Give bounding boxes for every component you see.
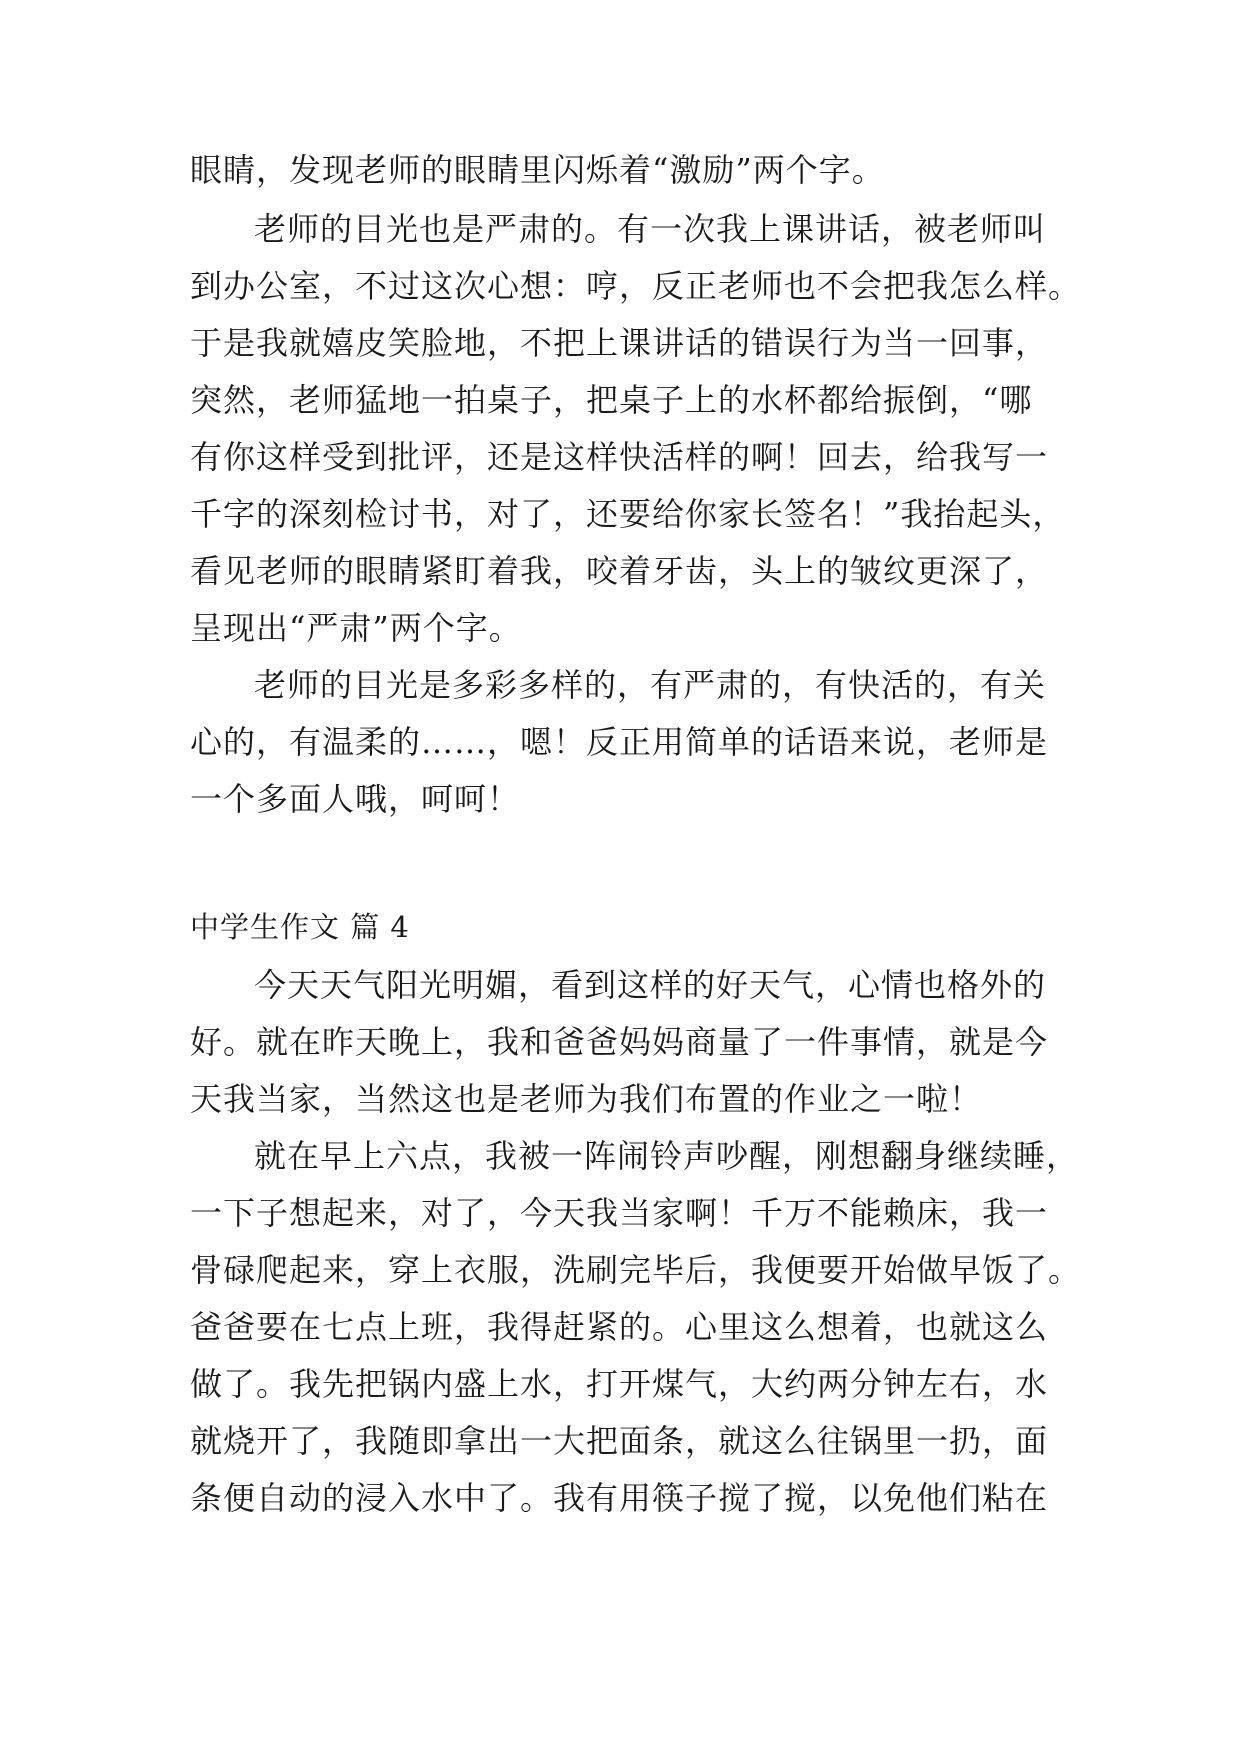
paragraph-first-line: 今天天气阳光明媚，看到这样的好天气，心情也格外的 bbox=[254, 966, 1047, 1004]
text-line: 呈现出“严肃”两个字。 bbox=[190, 609, 522, 647]
text-line: 于是我就嬉皮笑脸地，不把上课讲话的错误行为当一回事， bbox=[190, 324, 1049, 362]
text-line: 心的，有温柔的……，嗯！反正用简单的话语来说，老师是 bbox=[190, 723, 1049, 761]
text-line: 突然，老师猛地一拍桌子，把桌子上的水杯都给振倒，“哪 bbox=[190, 381, 1033, 419]
section-heading: 中学生作文 篇 4 bbox=[190, 910, 410, 944]
text-line: 条便自动的浸入水中了。我有用筷子搅了搅，以免他们粘在 bbox=[190, 1479, 1049, 1517]
text-line: 爸爸要在七点上班，我得赶紧的。心里这么想着，也就这么 bbox=[190, 1308, 1049, 1346]
text-line: 一个多面人哦，呵呵！ bbox=[190, 780, 521, 818]
text-line: 天我当家，当然这也是老师为我们布置的作业之一啦！ bbox=[190, 1080, 983, 1118]
paragraph-first-line: 老师的目光是多彩多样的，有严肃的，有快活的，有关 bbox=[254, 666, 1047, 704]
text-line: 好。就在昨天晚上，我和爸爸妈妈商量了一件事情，就是今 bbox=[190, 1023, 1049, 1061]
text-line: 骨碌爬起来，穿上衣服，洗刷完毕后，我便要开始做早饭了。 bbox=[190, 1251, 1082, 1289]
paragraph-first-line: 就在早上六点，我被一阵闹铃声吵醒，刚想翻身继续睡， bbox=[254, 1137, 1080, 1175]
text-line: 看见老师的眼睛紧盯着我，咬着牙齿，头上的皱纹更深了， bbox=[190, 552, 1049, 590]
text-line: 做了。我先把锅内盛上水，打开煤气，大约两分钟左右，水 bbox=[190, 1365, 1049, 1403]
text-line: 眼睛，发现老师的眼睛里闪烁着“激励”两个字。 bbox=[190, 151, 885, 189]
text-line: 一下子想起来，对了，今天我当家啊！千万不能赖床，我一 bbox=[190, 1194, 1049, 1232]
text-line: 有你这样受到批评，还是这样快活样的啊！回去，给我写一 bbox=[190, 438, 1049, 476]
text-line: 就烧开了，我随即拿出一大把面条，就这么往锅里一扔，面 bbox=[190, 1422, 1049, 1460]
paragraph-first-line: 老师的目光也是严肃的。有一次我上课讲话，被老师叫 bbox=[254, 210, 1047, 248]
text-line: 到办公室，不过这次心想：哼，反正老师也不会把我怎么样。 bbox=[190, 267, 1082, 305]
text-line: 千字的深刻检讨书，对了，还要给你家长签名！”我抬起头， bbox=[190, 495, 1066, 533]
